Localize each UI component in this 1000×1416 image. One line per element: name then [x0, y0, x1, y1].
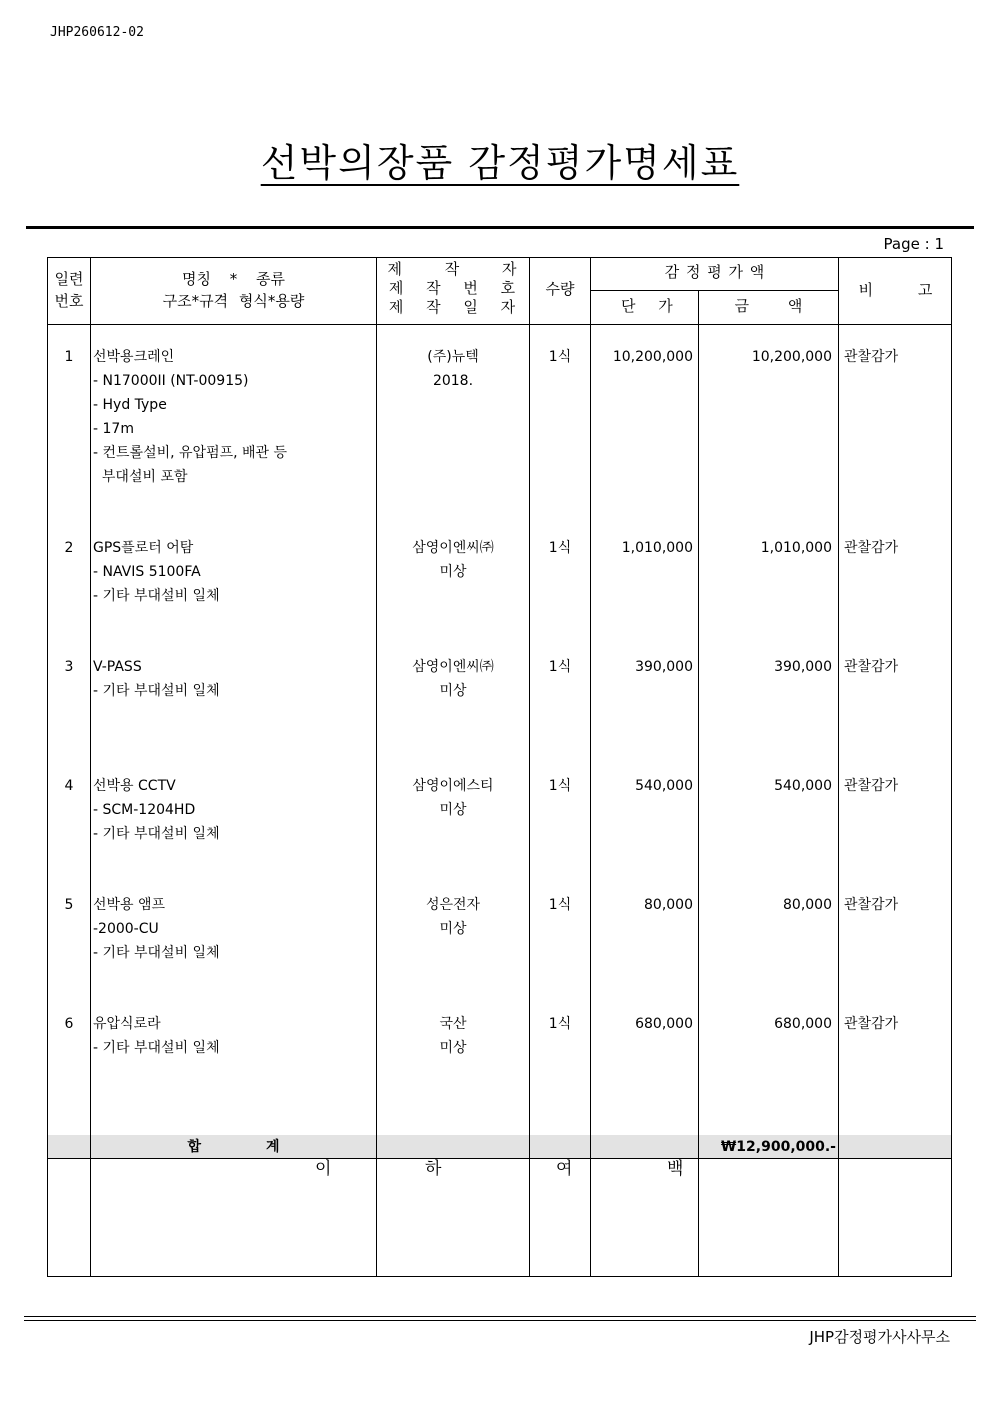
row-number: 1 [64, 349, 74, 365]
maker-line: 삼영이에스티 [412, 778, 494, 794]
header-sub-rule [590, 290, 838, 291]
office-name: JHP감정평가사사무소 [809, 1328, 950, 1346]
maker-line: 미상 [439, 921, 467, 937]
item-description-line: 선박용크레인 [93, 349, 175, 365]
maker-line: 미상 [439, 683, 467, 699]
blank-mark-2: 하 [425, 1159, 442, 1179]
item-description-line: - 기타 부대설비 일체 [93, 1040, 220, 1056]
header-serial-line2: 번호 [54, 292, 84, 310]
page-title-text: 선박의장품 감정평가명세표 [260, 141, 740, 185]
col-divider [376, 257, 377, 1277]
maker-line: 삼영이엔씨㈜ [412, 540, 494, 556]
header-serial [48, 268, 90, 312]
document-id: JHP260612-02 [50, 25, 144, 40]
remark: 관찰감가 [844, 778, 899, 794]
item-description-line: 선박용 앰프 [93, 897, 166, 913]
total-label [91, 1135, 376, 1159]
col-divider [590, 257, 591, 1277]
row-number: 3 [64, 659, 74, 675]
item-description-line: GPS플로터 어탐 [93, 540, 194, 556]
item-description-line: - 기타 부대설비 일체 [93, 945, 220, 961]
amount: 540,000 [774, 778, 832, 794]
header-maker-line3: 제 작 일 자 [388, 298, 518, 316]
maker-line: 2018. [432, 373, 474, 389]
page-title [0, 132, 1000, 187]
item-description-line: 선박용 CCTV [93, 778, 176, 794]
amount: 390,000 [774, 659, 832, 675]
row-number: 6 [64, 1016, 74, 1032]
page-number: Page : 1 [883, 235, 944, 253]
amount: 80,000 [783, 897, 832, 913]
item-description-line: - N17000II (NT-00915) [93, 373, 249, 389]
unit-price: 390,000 [635, 659, 693, 675]
header-unit-price: 단 가 [621, 297, 673, 315]
blank-mark-3: 여 [556, 1159, 573, 1179]
item-description-line: - 기타 부대설비 일체 [93, 683, 220, 699]
row-number: 4 [64, 778, 74, 794]
header-name-line1: 명칭 * 종류 [182, 270, 285, 288]
col-divider [90, 257, 91, 1277]
item-description-line: - 기타 부대설비 일체 [93, 826, 220, 842]
header-serial-line1: 일련 [54, 270, 84, 288]
maker-line: 삼영이엔씨㈜ [412, 659, 494, 675]
col-divider [529, 257, 530, 1277]
quantity: 1식 [548, 1016, 572, 1032]
item-description-line: - 17m [93, 421, 134, 437]
maker-line: (주)뉴텍 [427, 349, 479, 365]
appraisal-table [47, 257, 952, 1277]
remark: 관찰감가 [844, 659, 899, 675]
item-description-line: 유압식로라 [93, 1016, 161, 1032]
header-maker [377, 260, 529, 317]
unit-price: 10,200,000 [612, 349, 693, 365]
quantity: 1식 [548, 778, 572, 794]
total-amount: ₩12,900,000.- [720, 1139, 836, 1155]
header-maker-line1: 제 작 자 [387, 260, 519, 278]
quantity: 1식 [548, 349, 572, 365]
total-label-2: 계 [265, 1139, 280, 1155]
quantity: 1식 [548, 659, 572, 675]
item-description-line: 부대설비 포함 [93, 469, 188, 485]
blank-mark-1: 이 [315, 1159, 332, 1179]
maker-line: 국산 [439, 1016, 467, 1032]
col-divider [838, 257, 839, 1277]
item-description-line: - 컨트롤설비, 유압펌프, 배관 등 [93, 445, 288, 461]
item-description-line: - Hyd Type [93, 397, 167, 413]
row-number: 2 [64, 540, 74, 556]
unit-price: 80,000 [644, 897, 693, 913]
remark: 관찰감가 [844, 349, 899, 365]
item-description-line: V-PASS [93, 659, 142, 675]
remark: 관찰감가 [844, 897, 899, 913]
header-name [91, 268, 376, 312]
remark: 관찰감가 [844, 540, 899, 556]
row-number: 5 [64, 897, 74, 913]
amount: 10,200,000 [751, 349, 832, 365]
footer-rule [24, 1316, 976, 1317]
unit-price: 540,000 [635, 778, 693, 794]
item-description-line: - 기타 부대설비 일체 [93, 588, 220, 604]
remark: 관찰감가 [844, 1016, 899, 1032]
item-description-line: -2000-CU [93, 921, 159, 937]
footer-rule [24, 1320, 976, 1321]
header-qty: 수량 [545, 280, 575, 298]
top-rule [26, 226, 974, 229]
header-rule [47, 324, 952, 325]
header-maker-line2: 제 작 번 호 [388, 279, 518, 297]
blank-mark-4: 백 [667, 1159, 684, 1179]
header-name-line2: 구조*규격 형식*용량 [162, 292, 305, 310]
unit-price: 680,000 [635, 1016, 693, 1032]
maker-line: 미상 [439, 1040, 467, 1056]
amount: 680,000 [774, 1016, 832, 1032]
amount: 1,010,000 [760, 540, 832, 556]
item-description-line: - SCM-1204HD [93, 802, 196, 818]
header-appraisal: 감 정 평 가 액 [664, 263, 765, 281]
unit-price: 1,010,000 [621, 540, 693, 556]
item-description-line: - NAVIS 5100FA [93, 564, 201, 580]
header-amount: 금 액 [734, 297, 803, 315]
total-label-1: 합 [187, 1139, 202, 1155]
quantity: 1식 [548, 540, 572, 556]
maker-line: 미상 [439, 564, 467, 580]
header-remarks: 비 고 [858, 281, 933, 299]
maker-line: 미상 [439, 802, 467, 818]
maker-line: 성은전자 [425, 897, 481, 913]
quantity: 1식 [548, 897, 572, 913]
